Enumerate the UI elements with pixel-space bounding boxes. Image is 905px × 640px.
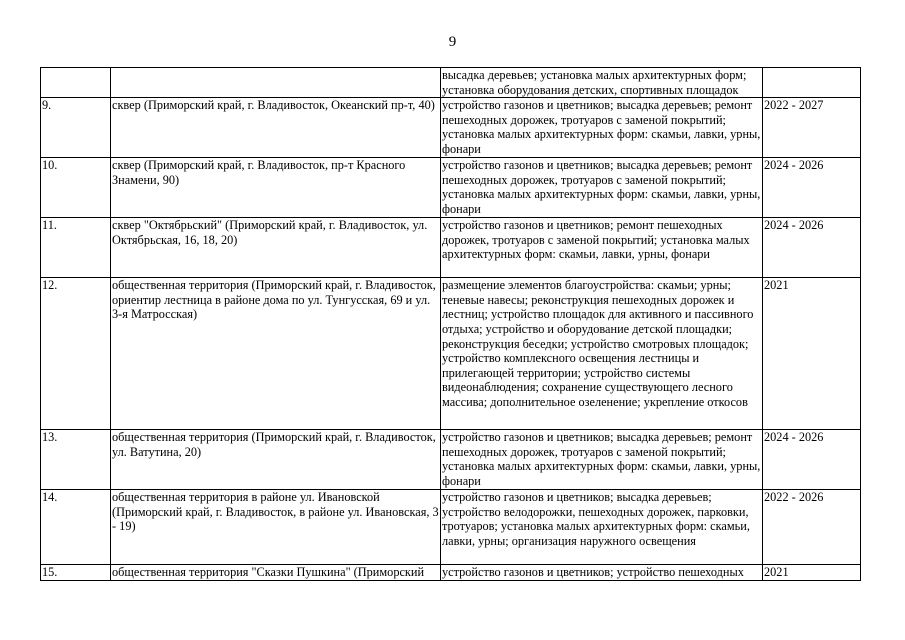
cell-number: 15. xyxy=(41,565,111,581)
table-row xyxy=(41,158,861,218)
page-number: 9 xyxy=(448,34,457,50)
table-row xyxy=(41,68,861,98)
table-row xyxy=(41,490,861,565)
cell-territory: общественная территория (Приморский край, г. Владивосток, ориентир лестница в районе дома по ул. Тунгусская, 69 и ул. 3-я Матросская) xyxy=(111,278,441,430)
cell-works: устройство газонов и цветников; ремонт пешеходных дорожек, тротуаров с заменой покрытий; установка малых архитектурных форм: скамьи, лавки, урны, фонари xyxy=(441,218,763,278)
cell-works: устройство газонов и цветников; высадка деревьев; ремонт пешеходных дорожек, тротуаров с заменой покрытий; установка малых архитектурных форм: скамьи, лавки, урны, фонари xyxy=(441,430,763,490)
cell-number: 10. xyxy=(41,158,111,218)
cell-years: 2024 - 2026 xyxy=(763,218,861,278)
cell-territory: общественная территория (Приморский край, г. Владивосток, ул. Ватутина, 20) xyxy=(111,430,441,490)
cell-territory: сквер (Приморский край, г. Владивосток, пр-т Красного Знамени, 90) xyxy=(111,158,441,218)
table-row xyxy=(41,98,861,158)
cell-years xyxy=(763,68,861,98)
cell-territory: сквер (Приморский край, г. Владивосток, Океанский пр-т, 40) xyxy=(111,98,441,158)
cell-territory xyxy=(111,68,441,98)
cell-years: 2021 xyxy=(763,278,861,430)
cell-years: 2024 - 2026 xyxy=(763,430,861,490)
cell-years: 2024 - 2026 xyxy=(763,158,861,218)
cell-works: устройство газонов и цветников; высадка деревьев; ремонт пешеходных дорожек, тротуаров с заменой покрытий; установка малых архитектурных форм: скамьи, лавки, урны, фонари xyxy=(441,98,763,158)
cell-number: 13. xyxy=(41,430,111,490)
cell-years: 2022 - 2027 xyxy=(763,98,861,158)
cell-number xyxy=(41,68,111,98)
cell-number: 11. xyxy=(41,218,111,278)
cell-works: устройство газонов и цветников; высадка деревьев; устройство велодорожки, пешеходных дорожек, парковки, тротуаров; установка малых архитектурных форм: скамьи, лавки, урны; организация наружного освещения xyxy=(441,490,763,565)
cell-number: 14. xyxy=(41,490,111,565)
cell-works: размещение элементов благоустройства: скамьи; урны; теневые навесы; реконструкция пешеходных дорожек и лестниц; устройство площадок для активного и пассивного отдыха; устройство и оборудование детской площадки; реконструкция беседки; устройство смотровых площадок; устройство комплексного освещения лестницы и прилегающей территории; устройство системы видеонаблюдения; сохранение существующего лесного массива; дополнительное озеленение; укрепление откосов xyxy=(441,278,763,430)
table-row xyxy=(41,565,861,581)
cell-works: высадка деревьев; установка малых архитектурных форм; установка оборудования детских, спортивных площадок xyxy=(441,68,763,98)
cell-years: 2022 - 2026 xyxy=(763,490,861,565)
cell-territory: сквер "Октябрьский" (Приморский край, г. Владивосток, ул. Октябрьская, 16, 18, 20) xyxy=(111,218,441,278)
table-row xyxy=(41,430,861,490)
cell-territory: общественная территория в районе ул. Ивановской (Приморский край, г. Владивосток, в районе ул. Ивановская, 3 - 19) xyxy=(111,490,441,565)
territories-table xyxy=(40,67,861,581)
cell-number: 9. xyxy=(41,98,111,158)
cell-number: 12. xyxy=(41,278,111,430)
table-row xyxy=(41,278,861,430)
cell-works: устройство газонов и цветников; устройство пешеходных xyxy=(441,565,763,581)
table-row xyxy=(41,218,861,278)
cell-works: устройство газонов и цветников; высадка деревьев; ремонт пешеходных дорожек, тротуаров с заменой покрытий; установка малых архитектурных форм: скамьи, лавки, урны, фонари xyxy=(441,158,763,218)
cell-years: 2021 xyxy=(763,565,861,581)
cell-territory: общественная территория "Сказки Пушкина" (Приморский xyxy=(111,565,441,581)
